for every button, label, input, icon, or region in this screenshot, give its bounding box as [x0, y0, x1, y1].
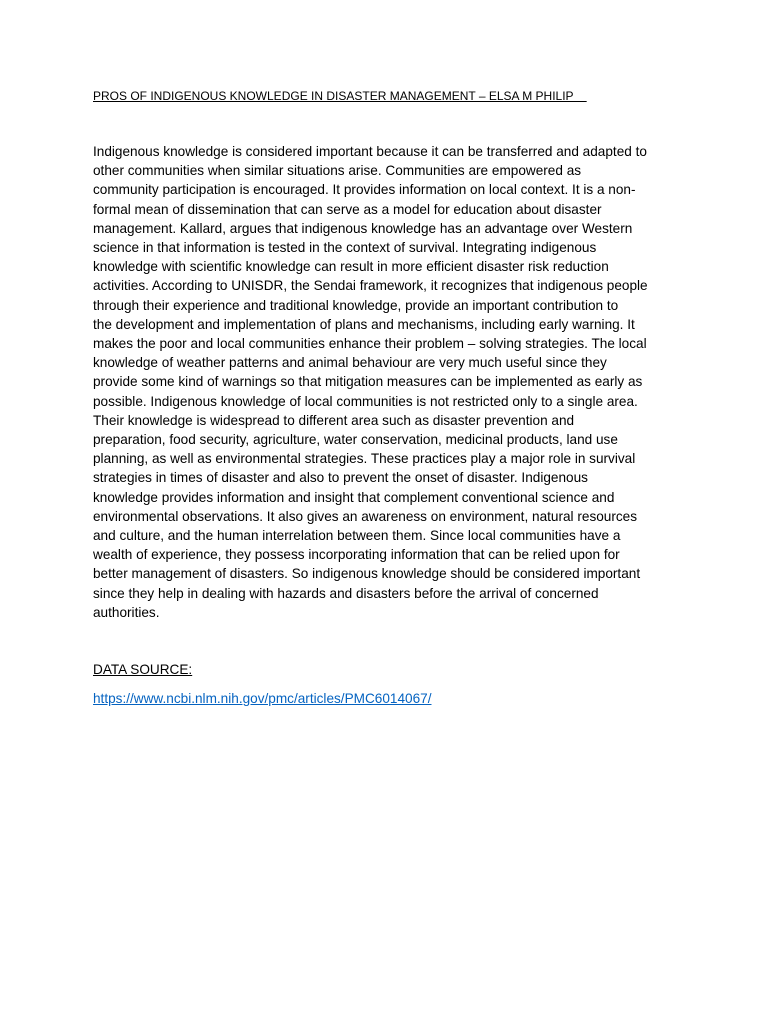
- body-line: through their experience and traditional knowledge, provide an important contribution to: [93, 297, 619, 313]
- body-line: the development and implementation of plans and mechanisms, including early warning. It: [93, 316, 635, 332]
- body-line: environmental observations. It also gives an awareness on environment, natural resources: [93, 508, 638, 524]
- body-line: and culture, and the human interrelation between them. Since local communities have a: [93, 528, 621, 544]
- body-line: wealth of experience, they possess incorporating information that can be relied upon for: [93, 547, 620, 563]
- body-line: possible. Indigenous knowledge of local communities is not restricted only to a single area.: [93, 393, 638, 409]
- body-line: Their knowledge is widespread to different area such as disaster prevention and: [93, 412, 575, 428]
- body-line: planning, as well as environmental strategies. These practices play a major role in survival: [93, 451, 636, 467]
- body-line: knowledge with scientific knowledge can result in more efficient disaster risk reduction: [93, 259, 609, 275]
- data-source-link[interactable]: https://www.ncbi.nlm.nih.gov/pmc/articles/PMC6014067/: [93, 691, 432, 706]
- body-line: authorities.: [93, 604, 160, 620]
- document-title: PROS OF INDIGENOUS KNOWLEDGE IN DISASTER MANAGEMENT – ELSA M PHILIP: [93, 89, 587, 103]
- body-line: preparation, food security, agriculture, water conservation, medicinal products, land use: [93, 432, 618, 448]
- body-line: management. Kallard, argues that indigenous knowledge has an advantage over Western: [93, 220, 633, 236]
- body-line: makes the poor and local communities enhance their problem – solving strategies. The local: [93, 336, 647, 352]
- body-line: knowledge of weather patterns and animal behaviour are very much useful since they: [93, 355, 607, 371]
- body-line: provide some kind of warnings so that mitigation measures can be implemented as early as: [93, 374, 643, 390]
- body-line: other communities when similar situations arise. Communities are empowered as: [93, 163, 582, 179]
- body-line: knowledge provides information and insight that complement conventional science and: [93, 489, 615, 505]
- body-line: science in that information is tested in the context of survival. Integrating indigenous: [93, 240, 597, 256]
- body-line: Indigenous knowledge is considered important because it can be transferred and adapted to: [93, 144, 647, 159]
- body-line: since they help in dealing with hazards and disasters before the arrival of concerned: [93, 585, 599, 601]
- body-line: better management of disasters. So indigenous knowledge should be considered important: [93, 566, 641, 582]
- data-source-label: DATA SOURCE:: [93, 662, 193, 677]
- body-line: activities. According to UNISDR, the Sendai framework, it recognizes that indigenous people: [93, 278, 648, 294]
- body-line: strategies in times of disaster and also to prevent the onset of disaster. Indigenous: [93, 470, 588, 486]
- body-line: formal mean of dissemination that can serve as a model for education about disaster: [93, 201, 602, 217]
- body-line: community participation is encouraged. It provides information on local context. It is a non-: [93, 182, 636, 198]
- body-paragraph: [93, 142, 683, 622]
